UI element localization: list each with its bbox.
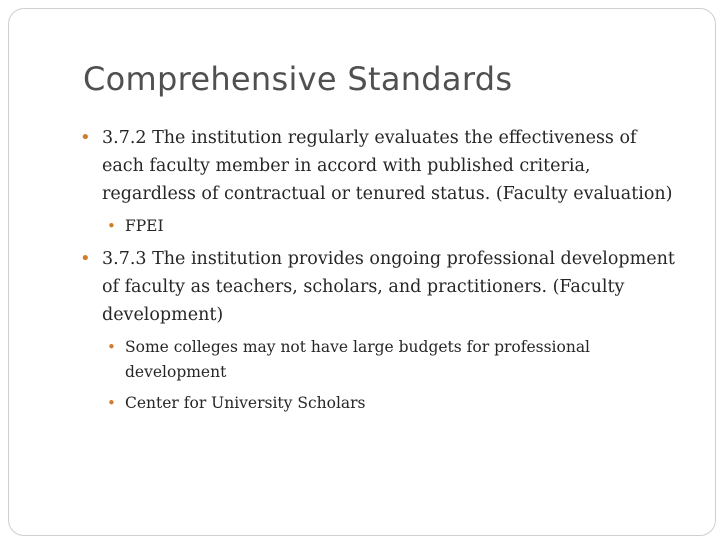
bullet-text: 3.7.3 The institution provides ongoing professional development of faculty as teachers, scholars, and practitioners. (Faculty development) [102,249,675,325]
bullet-item [80,124,680,208]
sub-bullet-text: Some colleges may not have large budgets for professional development [125,338,591,381]
sub-bullet-text: Center for University Scholars [125,394,366,412]
bullet-item [80,245,680,329]
bullet-text: 3.7.2 The institution regularly evaluates the effectiveness of each faculty member in accord with published criteria, regardless of contractual or tenured status. (Faculty evaluation) [102,128,673,204]
bullet-icon: • [107,394,116,412]
bullet-icon: • [107,338,116,356]
sub-bullet-text: FPEI [125,217,164,235]
bullet-icon: • [80,127,91,148]
sub-bullet-item [80,335,680,385]
bullet-list [80,124,680,422]
sub-bullet-item [80,391,680,416]
bullet-icon: • [80,248,91,269]
bullet-icon: • [107,217,116,235]
sub-bullet-item [80,214,680,239]
slide-title: Comprehensive Standards [83,60,513,98]
